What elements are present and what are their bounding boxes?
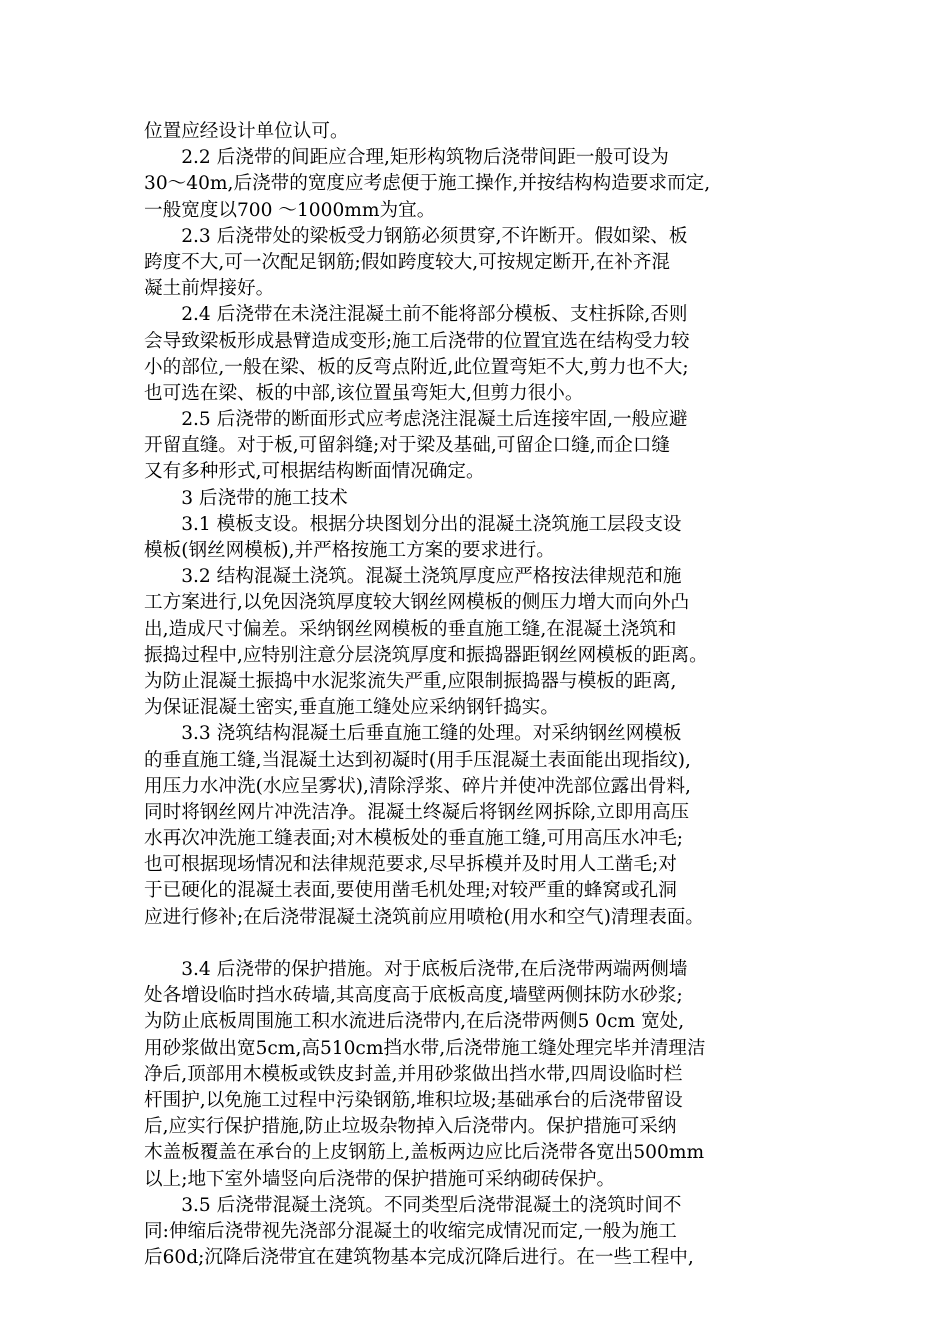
text-line: 也可选在梁、板的中部,该位置虽弯矩大,但剪力很小。 xyxy=(144,382,584,404)
blank-line xyxy=(144,931,814,957)
text-line: 2.2 后浇带的间距应合理,矩形构筑物后浇带间距一般可设为 xyxy=(144,147,669,169)
text-line: 也可根据现场情况和法律规范要求,尽早拆模并及时用人工凿毛;对 xyxy=(144,854,677,876)
text-line: 出,造成尺寸偏差。采纳钢丝网模板的垂直施工缝,在混凝土浇筑和 xyxy=(144,618,677,640)
text-line: 为防止底板周围施工积水流进后浇带内,在后浇带两侧5 0cm 宽处, xyxy=(144,1011,685,1033)
text-line: 模板(钢丝网模板),并严格按施工方案的要求进行。 xyxy=(144,540,555,561)
text-line: 2.5 后浇带的断面形式应考虑浇注混凝土后连接牢固,一般应避 xyxy=(144,409,688,431)
text-line: 会导致梁板形成悬臂造成变形;施工后浇带的位置宜选在结构受力较 xyxy=(144,330,690,352)
text-line: 小的部位,一般在梁、板的反弯点附近,此位置弯矩不大,剪力也不大; xyxy=(144,356,689,378)
text-line: 2.4 后浇带在未浇注混凝土前不能将部分模板、支柱拆除,否则 xyxy=(144,304,688,326)
text-line: 3.5 后浇带混凝土浇筑。不同类型后浇带混凝土的浇筑时间不 xyxy=(144,1194,682,1216)
text-line: 用压力水冲洗(水应呈雾状),清除浮浆、碎片并使冲洗部位露出骨料, xyxy=(144,775,691,797)
text-line: 的垂直施工缝,当混凝土达到初凝时(用手压混凝土表面能出现指纹), xyxy=(144,749,691,771)
text-line: 3.2 结构混凝土浇筑。混凝土浇筑厚度应严格按法律规范和施 xyxy=(144,566,682,588)
text-line: 水再次冲洗施工缝表面;对木模板处的垂直施工缝,可用高压水冲毛; xyxy=(144,828,684,850)
text-line: 一般宽度以700 ～1000mm为宜。 xyxy=(144,199,436,221)
text-line: 同时将钢丝网片冲洗洁净。混凝土终凝后将钢丝网拆除,立即用高压 xyxy=(144,801,690,823)
text-line: 木盖板覆盖在承台的上皮钢筋上,盖板两边应比后浇带各宽出500mm xyxy=(144,1142,705,1164)
text-line: 净后,顶部用木模板或铁皮封盖,并用砂浆做出挡水带,四周设临时栏 xyxy=(144,1063,683,1085)
text-line: 工方案进行,以免因浇筑厚度较大钢丝网模板的侧压力增大而向外凸 xyxy=(144,592,690,614)
text-line: 杆围护,以免施工过程中污染钢筋,堆积垃圾;基础承台的后浇带留设 xyxy=(144,1089,683,1111)
text-line: 凝土前焊接好。 xyxy=(144,278,275,300)
text-line: 于已硬化的混凝土表面,要使用凿毛机处理;对较严重的蜂窝或孔洞 xyxy=(144,880,677,902)
text-line: 2.3 后浇带处的梁板受力钢筋必须贯穿,不许断开。假如梁、板 xyxy=(144,225,688,247)
text-line: 处各增设临时挡水砖墙,其高度高于底板高度,墙壁两侧抹防水砂浆; xyxy=(144,985,683,1007)
text-line: 同:伸缩后浇带视先浇部分混凝土的收缩完成情况而定,一般为施工 xyxy=(144,1220,677,1242)
text-line: 以上;地下室外墙竖向后浇带的保护措施可采纳砌砖保护。 xyxy=(144,1168,616,1190)
text-line: 3 后浇带的施工技术 xyxy=(144,487,348,509)
text-line: 应进行修补;在后浇带混凝土浇筑前应用喷枪(用水和空气)清理表面。 xyxy=(144,906,704,928)
text-line: 为保证混凝土密实,垂直施工缝处应采纳钢钎捣实。 xyxy=(144,697,559,719)
text-line: 跨度不大,可一次配足钢筋;假如跨度较大,可按规定断开,在补齐混 xyxy=(144,251,671,273)
text-line: 为防止混凝土振捣中水泥浆流失严重,应限制振捣器与模板的距离, xyxy=(144,670,677,692)
text-line: 3.3 浇筑结构混凝土后垂直施工缝的处理。对采纳钢丝网模板 xyxy=(144,723,682,745)
text-line: 又有多种形式,可根据结构断面情况确定。 xyxy=(144,461,485,483)
text-line: 位置应经设计单位认可。 xyxy=(144,121,349,142)
text-line: 30～40m,后浇带的宽度应考虑便于施工操作,并按结构构造要求而定, xyxy=(144,173,711,195)
text-line: 振捣过程中,应特别注意分层浇筑厚度和振捣器距钢丝网模板的距离。 xyxy=(144,644,708,666)
text-line: 后60d;沉降后浇带宜在建筑物基本完成沉降后进行。在一些工程中, xyxy=(144,1247,694,1269)
text-line: 后,应实行保护措施,防止垃圾杂物掉入后浇带内。保护措施可采纳 xyxy=(144,1116,677,1138)
text-line: 开留直缝。对于板,可留斜缝;对于梁及基础,可留企口缝,而企口缝 xyxy=(144,435,671,457)
text-line: 3.1 模板支设。根据分块图划分出的混凝土浇筑施工层段支设 xyxy=(144,513,682,535)
text-line: 3.4 后浇带的保护措施。对于底板后浇带,在后浇带两端两侧墙 xyxy=(144,959,688,980)
text-line: 用砂浆做出宽5cm,高510cm挡水带,后浇带施工缝处理完毕并清理洁 xyxy=(144,1037,706,1059)
body-text xyxy=(144,119,814,1271)
